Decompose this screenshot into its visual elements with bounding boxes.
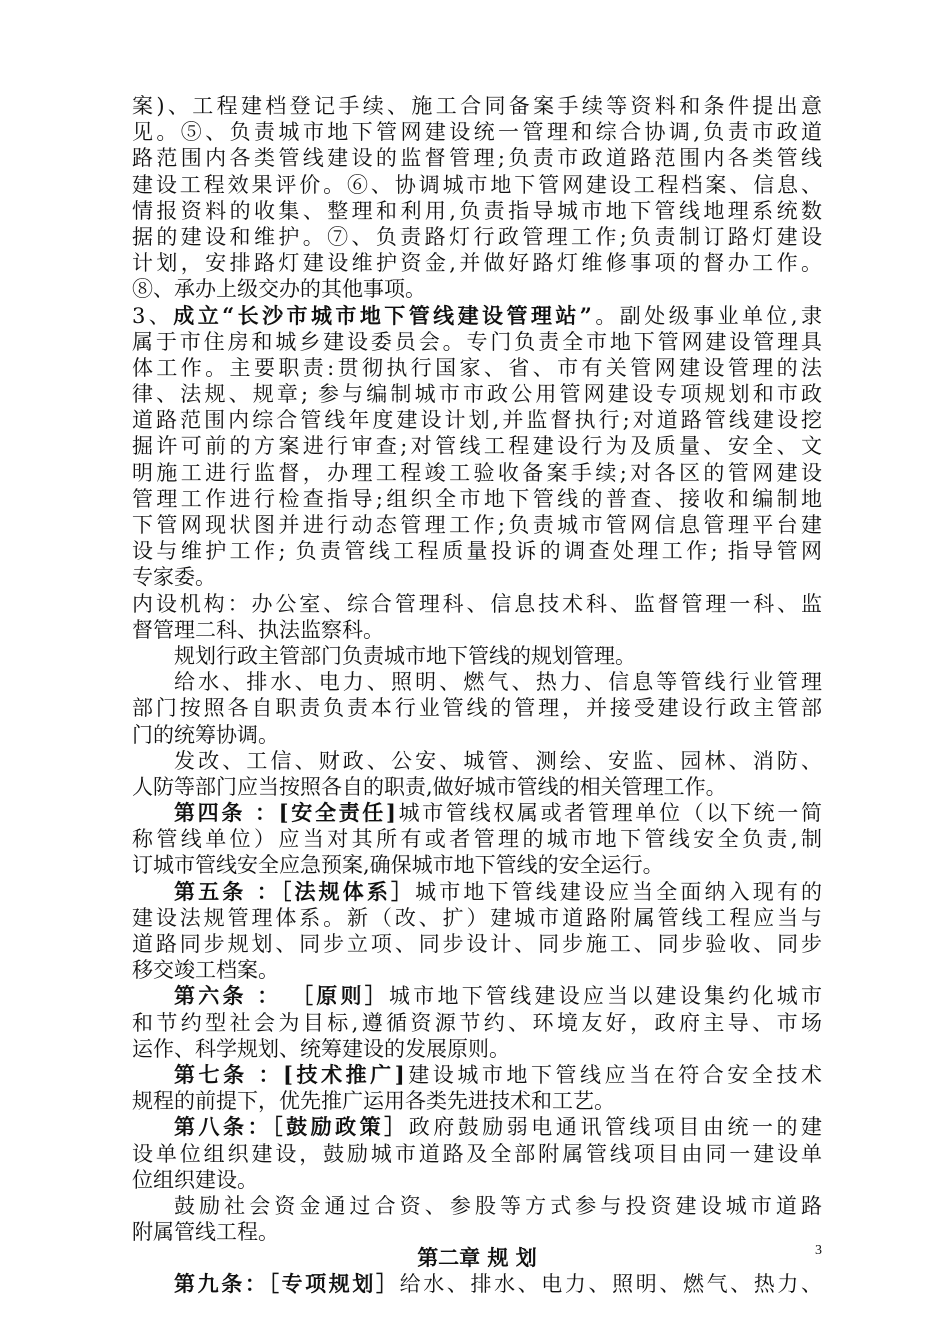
- article-7-label: 第七条 ：[技术推广]: [174, 1061, 405, 1087]
- paragraph-capital: 鼓励社会资金通过合资、参股等方式参与投资建设城市道路: [174, 1193, 822, 1218]
- text-line: 建设工程效果评价。⑥、协调城市地下管网建设工程档案、信息、: [132, 172, 822, 197]
- text-line: ⑧、承办上级交办的其他事项。: [132, 277, 426, 302]
- paragraph-departments: 发改、工信、财政、公安、城管、测绘、安监、园林、消防、: [174, 748, 822, 773]
- text-line: 设单位组织建设，鼓励城市道路及全部附属管线项目由同一建设单: [132, 1141, 822, 1166]
- text-line: 明施工进行监督，办理工程竣工验收备案手续;对各区的管网建设: [132, 460, 822, 485]
- text-line: 建设法规管理体系。新（改、扩）建城市道路附属管线工程应当与: [132, 905, 822, 930]
- text-line: 部门按照各自职责负责本行业管线的管理，并接受建设行政主管部: [132, 696, 822, 721]
- article-9: 第九条：［专项规划］给水、排水、电力、照明、燃气、热力、: [174, 1271, 823, 1297]
- text-line: 设与维护工作; 负责管线工程质量投诉的调查处理工作; 指导管网: [132, 539, 822, 564]
- text-line: 移交竣工档案。: [132, 958, 279, 983]
- article-8: 第八条：［鼓励政策］政府鼓励弱电通讯管线项目由统一的建: [174, 1114, 823, 1140]
- text-line: 属于市住房和城乡建设委员会。专门负责全市地下管网建设管理具: [132, 329, 822, 354]
- page-number: 3: [815, 1243, 822, 1258]
- text-line: 运作、科学规划、统筹建设的发展原则。: [132, 1036, 510, 1061]
- item-3-title: 成立“长沙市城市地下管线建设管理站”: [173, 302, 592, 328]
- text-line: 体工作。主要职责:贯彻执行国家、省、市有关管网建设管理的法: [132, 355, 822, 380]
- article-6-label: 第六条 ： ［原则］: [174, 983, 389, 1009]
- text-line: 道路同步规划、同步立项、同步设计、同步施工、同步验收、同步: [132, 932, 822, 956]
- text-line: 规程的前提下，优先推广运用各类先进技术和工艺。: [132, 1089, 615, 1114]
- text-line: 附属管线工程。: [132, 1220, 279, 1245]
- article-8-label: 第八条：［鼓励政策］: [174, 1114, 409, 1140]
- document-body: [132, 93, 822, 1298]
- text-line: 情报资料的收集、整理和利用,负责指导城市地下管线地理系统数: [132, 198, 822, 223]
- text-line: 专家委。: [132, 565, 216, 590]
- text-line: 订城市管线安全应急预案,确保城市地下管线的安全运行。: [132, 853, 664, 878]
- text-line: 下管网现状图并进行动态管理工作;负责城市管网信息管理平台建: [132, 513, 822, 537]
- text-line: 路范围内各类管线建设的监督管理;负责市政道路范围内各类管线: [132, 146, 822, 171]
- text-line: 称管线单位）应当对其所有或者管理的城市地下管线安全负责,制: [132, 827, 822, 852]
- text-line: 据的建设和维护。⑦、负责路灯行政管理工作;负责制订路灯建设: [132, 224, 822, 249]
- text-line: 律、法规、规章; 参与编制城市市政公用管网建设专项规划和市政: [132, 382, 822, 407]
- text-line: 道路范围内综合管线年度建设计划,并监督执行;对道路管线建设挖: [132, 408, 822, 433]
- text-line: 掘许可前的方案进行审查;对管线工程建设行为及质量、安全、文: [132, 434, 822, 459]
- chapter-heading: 第二章 规 划: [417, 1245, 537, 1271]
- item-3-heading: 3、成立“长沙市城市地下管线建设管理站”。副处级事业单位,隶: [132, 302, 822, 328]
- paragraph-industry: 给水、排水、电力、照明、燃气、热力、信息等管线行业管理: [174, 670, 822, 695]
- article-5-label: 第五条 ：［法规体系］: [174, 878, 416, 904]
- text-line: 管理工作进行检查指导;组织全市地下管线的普查、接收和编制地: [132, 486, 822, 511]
- article-4-label: 第四条 ：[安全责任]: [174, 800, 396, 826]
- text-line: 内设机构：办公室、综合管理科、信息技术科、监督管理一科、监: [132, 591, 822, 616]
- article-5: 第五条 ：［法规体系］城市地下管线建设应当全面纳入现有的: [174, 878, 822, 904]
- text-line: 人防等部门应当按照各自的职责,做好城市管线的相关管理工作。: [132, 774, 727, 799]
- article-7: 第七条 ：[技术推广]建设城市地下管线应当在符合安全技术: [174, 1061, 822, 1087]
- article-9-label: 第九条：［专项规划］: [174, 1271, 400, 1297]
- text-line: 门的统筹协调。: [132, 722, 279, 747]
- article-6: 第六条 ： ［原则］城市地下管线建设应当以建设集约化城市: [174, 983, 822, 1009]
- article-4: 第四条 ：[安全责任]城市管线权属或者管理单位（以下统一简: [174, 800, 822, 826]
- paragraph-planning: 规划行政主管部门负责城市地下管线的规划管理。: [174, 643, 636, 668]
- text-line: 案)、工程建档登记手续、施工合同备案手续等资料和条件提出意: [132, 94, 822, 118]
- text-line: 位组织建设。: [132, 1167, 258, 1192]
- text-line: 计划，安排路灯建设维护资金,并做好路灯维修事项的督办工作。: [132, 251, 822, 276]
- text-line: 和节约型社会为目标,遵循资源节约、环境友好，政府主导、市场: [132, 1010, 822, 1035]
- text-line: 督管理二科、执法监察科。: [132, 617, 384, 642]
- text-line: 见。⑤、负责城市地下管网建设统一管理和综合协调,负责市政道: [132, 120, 822, 145]
